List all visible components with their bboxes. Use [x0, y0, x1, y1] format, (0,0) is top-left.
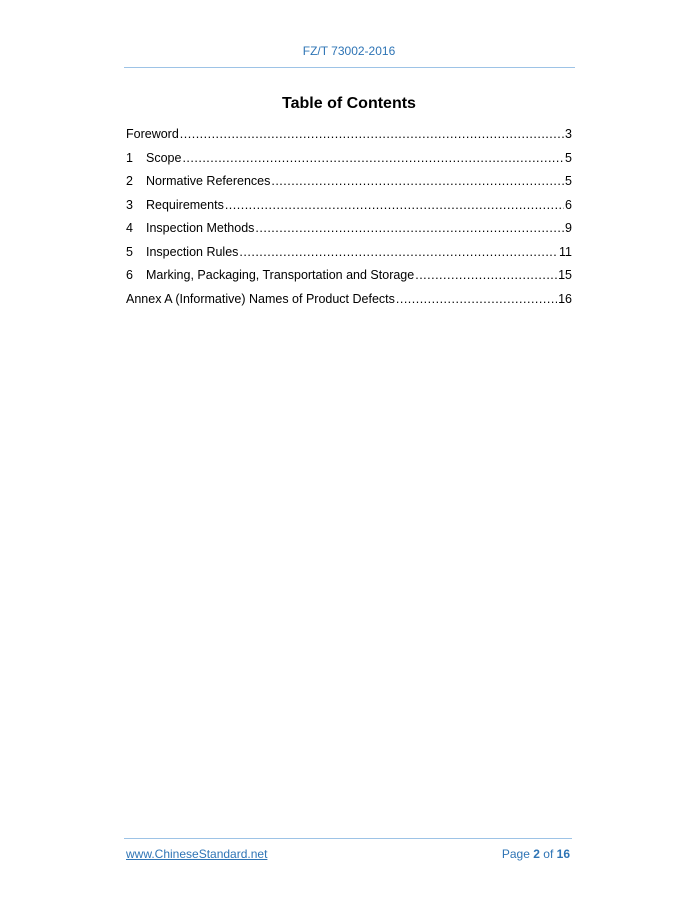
toc-entry-scope[interactable] — [126, 151, 572, 175]
table-of-contents — [126, 127, 572, 315]
toc-entry-inspection-rules[interactable] — [126, 245, 572, 269]
toc-entry-number: 3 — [126, 197, 133, 212]
toc-entry-normative-references[interactable] — [126, 174, 572, 198]
toc-entry-page: 3 — [565, 127, 572, 141]
toc-entry-annex-a[interactable] — [126, 292, 572, 316]
toc-entry-number: 6 — [126, 268, 133, 282]
document-header-id: FZ/T 73002-2016 — [302, 44, 396, 58]
toc-leader-dots — [180, 127, 564, 141]
toc-entry-marking-packaging[interactable] — [126, 268, 572, 292]
toc-entry-label: Foreword — [126, 127, 179, 141]
toc-entry-requirements[interactable] — [126, 198, 572, 222]
toc-entry-page: 15 — [558, 268, 572, 282]
toc-leader-dots — [182, 151, 564, 165]
toc-leader-dots — [271, 174, 564, 188]
header-divider — [124, 67, 575, 68]
toc-entry-page: 5 — [565, 150, 572, 165]
toc-entry-label: Scope — [146, 150, 182, 165]
page-current: 2 — [533, 847, 540, 861]
website-link[interactable]: www.ChineseStandard.net — [126, 847, 268, 861]
toc-entry-page: 5 — [565, 174, 572, 188]
toc-entry-number: 5 — [126, 244, 133, 259]
toc-entry-number: 4 — [126, 221, 133, 235]
toc-leader-dots — [225, 198, 564, 212]
toc-entry-number: 2 — [126, 174, 133, 188]
toc-leader-dots — [415, 268, 557, 282]
toc-entry-page: 11 — [559, 244, 572, 259]
toc-entry-label: Annex A (Informative) Names of Product Defects — [126, 291, 395, 306]
footer-divider — [124, 838, 572, 839]
toc-entry-number: 1 — [126, 150, 133, 165]
toc-entry-label: Marking, Packaging, Transportation and Storage — [146, 268, 415, 282]
toc-entry-foreword[interactable] — [126, 127, 572, 151]
toc-entry-inspection-methods[interactable] — [126, 221, 572, 245]
toc-entry-label: Normative References — [146, 174, 271, 188]
toc-entry-label: Inspection Methods — [146, 221, 255, 235]
toc-entry-label: Requirements — [146, 197, 224, 212]
toc-entry-label: Inspection Rules — [146, 244, 239, 259]
page-total: 16 — [556, 847, 570, 861]
toc-leader-dots — [255, 221, 564, 235]
page-indicator — [502, 847, 570, 861]
toc-leader-dots — [396, 292, 557, 306]
page-of: of — [543, 847, 554, 861]
toc-entry-page: 6 — [565, 197, 572, 212]
toc-leader-dots — [239, 245, 558, 259]
page-prefix: Page — [501, 847, 530, 861]
toc-entry-page: 16 — [558, 291, 572, 306]
toc-entry-page: 9 — [565, 221, 572, 235]
toc-title: Table of Contents — [282, 95, 416, 112]
